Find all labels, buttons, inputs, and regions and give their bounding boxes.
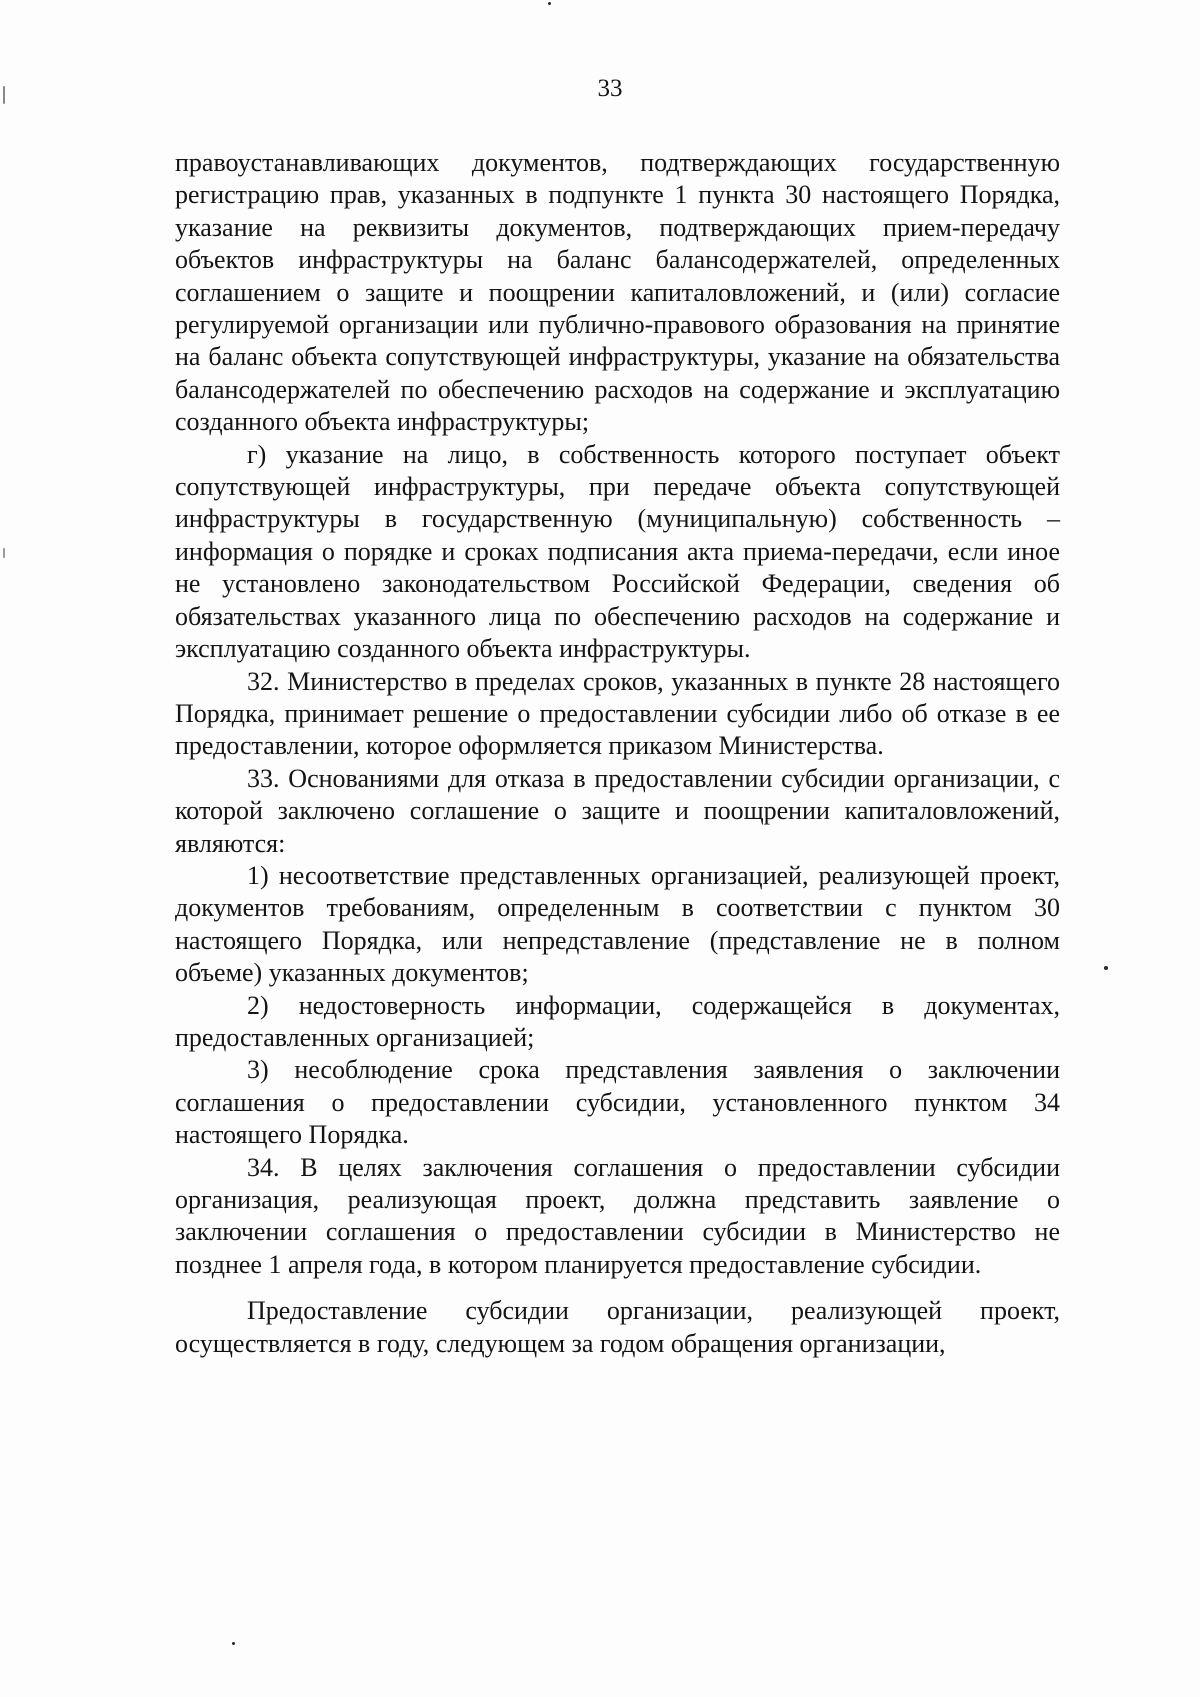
paragraph-34: 34. В целях заключения соглашения о предоставлении субсидии организация, реализующая проект, должна представить заявление о заключении соглашения о предоставлении субсидии в Министерство не позднее 1 апреля года, в котором планируется предоставление субсидии.: [175, 1152, 1060, 1279]
paragraph-33: 33. Основаниями для отказа в предоставлении субсидии организации, с которой заключено соглашение о защите и поощрении капиталовложений, являются:: [175, 763, 1060, 858]
paragraph-33-item-3: 3) несоблюдение срока представления заявления о заключении соглашения о предоставлении субсидии, установленного пунктом 34 настоящего Порядка.: [175, 1055, 1060, 1150]
paragraph-33-item-1: 1) несоответствие представленных организацией, реализующей проект, документов требованиям, определенным в соответствии с пунктом 30 настоящего Порядка, или непредставление (представление не в полном объеме) указанных документов;: [175, 860, 1060, 988]
scan-speck: [3, 548, 5, 558]
paragraph-32: 32. Министерство в пределах сроков, указанных в пункте 28 настоящего Порядка, принимает решение о предоставлении субсидии либо об отказе в ее предоставлении, которое оформляется приказом Министерства.: [175, 666, 1060, 761]
paragraph-continuation: правоустанавливающих документов, подтверждающих государственную регистрацию прав, указанных в подпункте 1 пункта 30 настоящего Порядка, указание на реквизиты документов, подтверждающих прием-передачу объектов инфраструктуры на баланс балансодержателей, определенных соглашением о защите и поощрении капиталовложений, и (или) согласие регулируемой организации или публично-правового образования на принятие на баланс объекта сопутствующей инфраструктуры, указание на обязательства балансодержателей по обеспечению расходов на содержание и эксплуатацию созданного объекта инфраструктуры;: [175, 148, 1060, 437]
scan-speck: [1104, 966, 1108, 970]
paragraph-33-item-2: 2) недостоверность информации, содержащейся в документах, предоставленных организацией;: [175, 990, 1060, 1052]
scan-speck: [548, 2, 551, 5]
document-body: [175, 147, 1060, 1360]
scan-speck: [232, 1642, 235, 1645]
paragraph-subsidy-provision: Предоставление субсидии организации, реализующей проект, осуществляется в году, следующем за годом обращения организации,: [175, 1296, 1060, 1358]
page-number: 33: [597, 75, 623, 102]
scan-speck: [3, 86, 5, 104]
paragraph-subitem-g: г) указание на лицо, в собственность которого поступает объект сопутствующей инфраструктуры, при передаче объекта сопутствующей инфраструктуры в государственную (муниципальную) собственность – информация о порядке и сроках подписания акта приема-передачи, если иное не установлено законодательством Российской Федерации, сведения об обязательствах указанного лица по обеспечению расходов на содержание и эксплуатацию созданного объекта инфраструктуры.: [175, 439, 1060, 664]
